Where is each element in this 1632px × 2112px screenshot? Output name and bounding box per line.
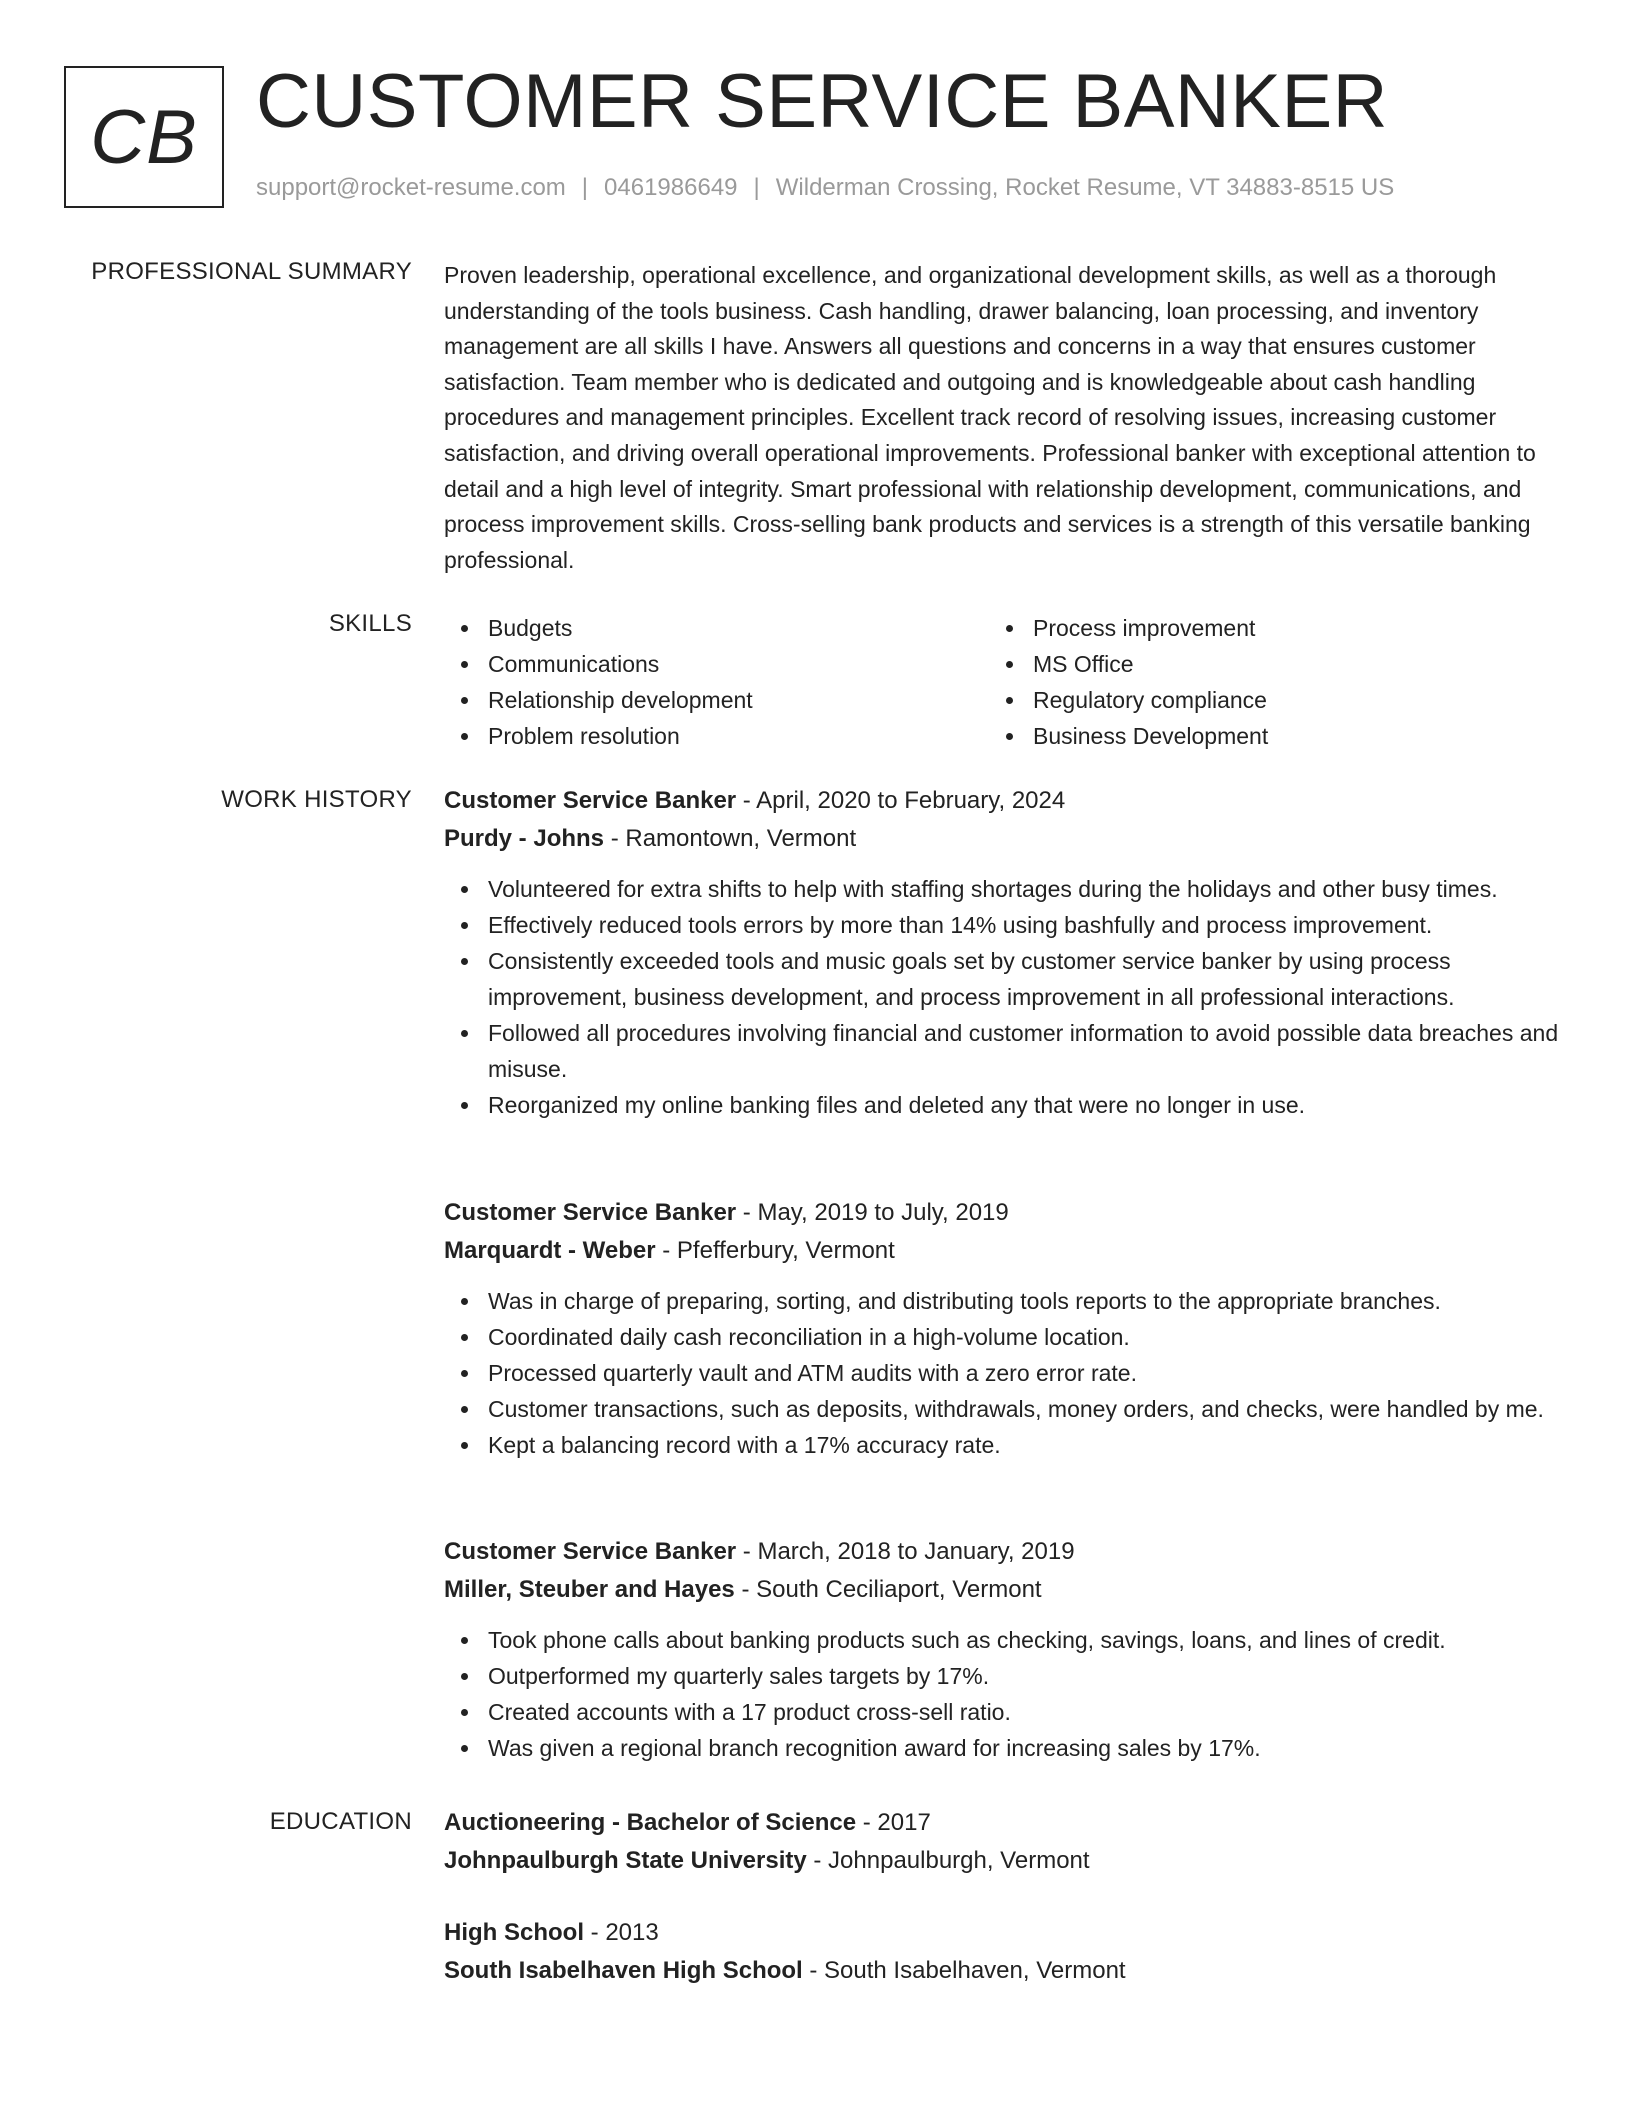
job-bullet: Effectively reduced tools errors by more than 14% using bashfully and process improvement. [444, 907, 1564, 943]
contact-phone[interactable]: 0461986649 [604, 174, 738, 201]
school-name: South Isabelhaven High School [444, 1957, 803, 1984]
job-entry [444, 1194, 1564, 1463]
section-heading-skills: SKILLS [328, 610, 412, 637]
job-bullet: Outperformed my quarterly sales targets by 17%. [444, 1658, 1564, 1694]
job-company-line [444, 820, 1564, 858]
job-location: - South Ceciliaport, Vermont [734, 1576, 1042, 1603]
contact-separator: | [581, 174, 589, 201]
job-entry [444, 1533, 1564, 1766]
skill-item: Business Development [989, 718, 1534, 754]
degree-year: - 2017 [856, 1809, 931, 1836]
job-title-line [444, 782, 1564, 820]
school-line [444, 1842, 1564, 1880]
job-bullet: Volunteered for extra shifts to help with staffing shortages during the holidays and other busy times. [444, 871, 1564, 907]
contact-email[interactable]: support@rocket-resume.com [256, 174, 566, 201]
skills-columns [444, 610, 1564, 754]
job-location: - Pfefferbury, Vermont [655, 1237, 895, 1264]
contact-address: Wilderman Crossing, Rocket Resume, VT 34883-8515 US [775, 174, 1395, 201]
skill-item: Problem resolution [444, 718, 989, 754]
monogram-initials: CB [90, 94, 198, 180]
degree-line [444, 1804, 1564, 1842]
job-dates: - May, 2019 to July, 2019 [736, 1199, 1009, 1226]
job-company: Miller, Steuber and Hayes [444, 1576, 735, 1603]
section-heading-summary: PROFESSIONAL SUMMARY [91, 258, 412, 285]
job-dates: - April, 2020 to February, 2024 [736, 787, 1066, 814]
job-title-line [444, 1194, 1564, 1232]
job-title: Customer Service Banker [444, 1199, 737, 1226]
school-location: - Johnpaulburgh, Vermont [806, 1847, 1090, 1874]
job-bullet-list [444, 1283, 1564, 1463]
job-bullet: Reorganized my online banking files and deleted any that were no longer in use. [444, 1087, 1564, 1123]
job-bullet: Was in charge of preparing, sorting, and distributing tools reports to the appropriate branches. [444, 1283, 1564, 1319]
job-bullet-list [444, 1622, 1564, 1766]
summary-text: Proven leadership, operational excellence, and organizational development skills, as well as a thorough understanding of the tools business. Cash handling, drawer balancing, loan processing, and inventory management are all skills I have. Answers all questions and concerns in a way that ensures customer satisfaction. Team member who is dedicated and outgoing and is knowledgeable about cash handling procedures and management principles. Excellent track record of resolving issues, increasing customer satisfaction, and driving overall operational improvements. Professional banker with exceptional attention to detail and a high level of integrity. Smart professional with relationship development, communications, and process improvement skills. Cross-selling bank products and services is a strength of this versatile banking professional. [444, 262, 1536, 573]
job-company-line [444, 1232, 1564, 1270]
job-entry [444, 782, 1564, 1123]
job-title: Customer Service Banker [444, 787, 737, 814]
contact-separator: | [753, 174, 760, 201]
skill-item: Process improvement [989, 610, 1534, 646]
education-entry [444, 1914, 1564, 1990]
monogram-box [64, 66, 224, 208]
school-name: Johnpaulburgh State University [444, 1847, 807, 1874]
job-company: Marquardt - Weber [444, 1237, 656, 1264]
skill-item: Regulatory compliance [989, 682, 1534, 718]
job-bullet: Created accounts with a 17 product cross-sell ratio. [444, 1694, 1564, 1730]
job-bullet: Was given a regional branch recognition award for increasing sales by 17%. [444, 1730, 1564, 1766]
degree-name: High School [444, 1919, 584, 1946]
degree-year: - 2013 [584, 1919, 659, 1946]
job-company: Purdy - Johns [444, 825, 605, 852]
skill-item: Relationship development [444, 682, 989, 718]
job-bullet: Consistently exceeded tools and music goals set by customer service banker by using process improvement, business development, and process improvement in all professional interactions. [444, 943, 1564, 1015]
section-heading-education: EDUCATION [269, 1808, 412, 1835]
contact-line [256, 174, 1394, 202]
candidate-title: CUSTOMER SERVICE BANKER [256, 59, 1389, 144]
job-title: Customer Service Banker [444, 1538, 737, 1565]
skill-item: Budgets [444, 610, 989, 646]
school-location: - South Isabelhaven, Vermont [802, 1957, 1126, 1984]
skill-item: MS Office [989, 646, 1534, 682]
job-dates: - March, 2018 to January, 2019 [736, 1538, 1075, 1565]
degree-line [444, 1914, 1564, 1952]
education-entry [444, 1804, 1564, 1880]
job-bullet: Processed quarterly vault and ATM audits with a zero error rate. [444, 1355, 1564, 1391]
job-bullet-list [444, 871, 1564, 1123]
degree-name: Auctioneering - Bachelor of Science [444, 1809, 857, 1836]
school-line [444, 1952, 1564, 1990]
job-bullet: Coordinated daily cash reconciliation in a high-volume location. [444, 1319, 1564, 1355]
skills-list-right [989, 610, 1534, 754]
job-location: - Ramontown, Vermont [604, 825, 857, 852]
job-bullet: Followed all procedures involving financial and customer information to avoid possible data breaches and misuse. [444, 1015, 1564, 1087]
section-heading-work: WORK HISTORY [221, 786, 412, 813]
job-title-line [444, 1533, 1564, 1571]
job-bullet: Customer transactions, such as deposits, withdrawals, money orders, and checks, were handled by me. [444, 1391, 1564, 1427]
job-bullet: Took phone calls about banking products such as checking, savings, loans, and lines of credit. [444, 1622, 1564, 1658]
skills-list-left [444, 610, 989, 754]
job-bullet: Kept a balancing record with a 17% accuracy rate. [444, 1427, 1564, 1463]
job-company-line [444, 1571, 1564, 1609]
skill-item: Communications [444, 646, 989, 682]
